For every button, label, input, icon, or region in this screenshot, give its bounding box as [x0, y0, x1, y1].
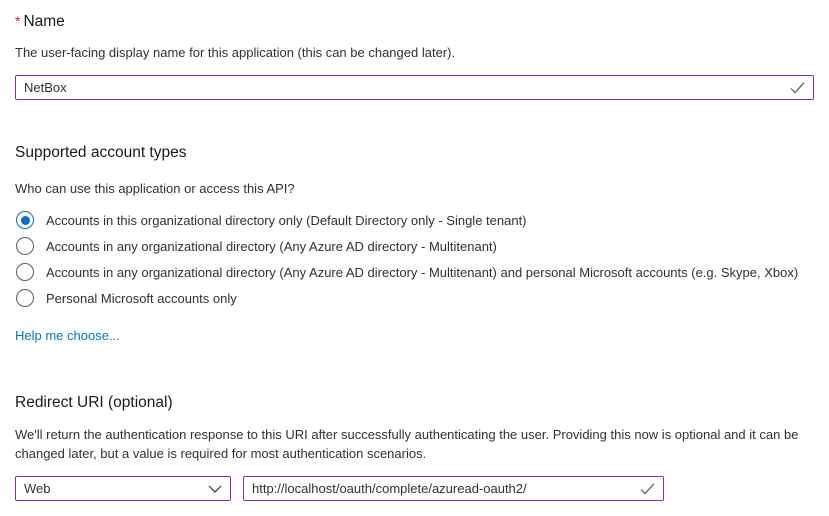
- account-type-radio-group: [15, 207, 814, 311]
- redirect-uri-description: We'll return the authentication response to this URI after successfully authenticating the user. Providing this now is optional and it can be changed later, but a value is required for most authentication scenarios.: [15, 427, 799, 461]
- platform-select[interactable]: [15, 476, 231, 501]
- account-type-option[interactable]: [15, 233, 814, 259]
- account-type-option-label: Accounts in this organizational directory only (Default Directory only - Single tenant): [46, 212, 527, 228]
- radio-selected-icon[interactable]: [16, 211, 34, 229]
- account-type-option-label: Personal Microsoft accounts only: [46, 290, 237, 306]
- account-types-section-title: Supported account types: [15, 144, 187, 161]
- valid-checkmark-icon: [640, 483, 655, 495]
- name-description: The user-facing display name for this application (this can be changed later).: [15, 45, 456, 60]
- redirect-uri-input-field[interactable]: [243, 476, 664, 501]
- radio-unselected-icon[interactable]: [16, 263, 34, 281]
- redirect-uri-row: [15, 476, 814, 501]
- account-type-option-label: Accounts in any organizational directory (Any Azure AD directory - Multitenant) and personal Microsoft accounts (e.g. Skype, Xbox): [46, 264, 799, 280]
- name-title-text: Name: [23, 13, 65, 30]
- account-type-option[interactable]: [15, 285, 814, 311]
- account-type-option[interactable]: [15, 207, 814, 233]
- name-input[interactable]: [16, 76, 813, 99]
- account-type-option[interactable]: [15, 259, 814, 285]
- account-types-question: Who can use this application or access this API?: [15, 181, 295, 196]
- required-marker: *: [15, 13, 21, 29]
- name-input-field[interactable]: [15, 75, 814, 100]
- platform-select-value: Web: [24, 481, 51, 496]
- chevron-down-icon: [208, 484, 222, 493]
- radio-unselected-icon[interactable]: [16, 237, 34, 255]
- account-type-option-label: Accounts in any organizational directory (Any Azure AD directory - Multitenant): [46, 238, 497, 254]
- redirect-uri-input[interactable]: [244, 477, 663, 500]
- redirect-uri-section-title: Redirect URI (optional): [15, 394, 173, 411]
- help-me-choose-link[interactable]: Help me choose...: [15, 328, 120, 343]
- name-section-title: [15, 11, 814, 32]
- radio-unselected-icon[interactable]: [16, 289, 34, 307]
- valid-checkmark-icon: [790, 82, 805, 94]
